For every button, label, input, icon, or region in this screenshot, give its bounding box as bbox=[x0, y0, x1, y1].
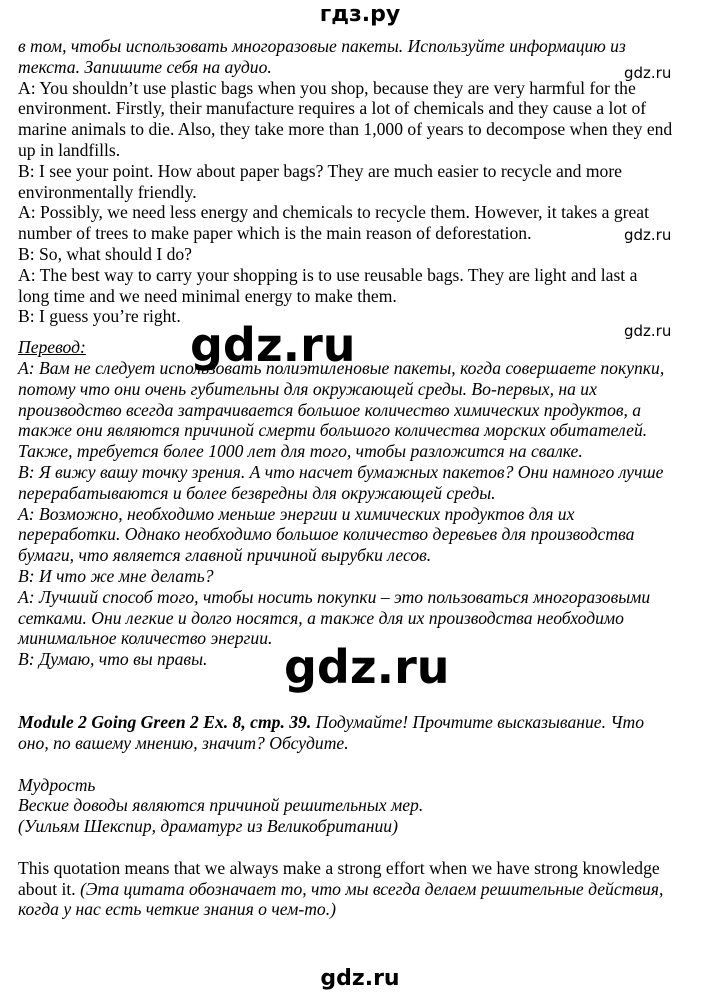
quote-title: Мудрость bbox=[18, 774, 96, 795]
dialogue-en-line: B: I guess you’re right. bbox=[18, 306, 181, 327]
dialogue-en-line: up in landfills. bbox=[18, 139, 121, 160]
dialogue-en-line: B: I see your point. How about paper bags? They are much easier to recycle and more bbox=[18, 160, 622, 181]
answer-line bbox=[18, 879, 714, 900]
dialogue-ru-line: А: Возможно, необходимо меньше энергии и химических продуктов для их bbox=[18, 503, 575, 524]
dialogue-ru-line: переработки. Однако необходимо большое количество деревьев для производства bbox=[18, 524, 635, 545]
quote-text: Веские доводы являются причиной решительных мер. bbox=[18, 795, 424, 816]
watermark-small: gdz.ru bbox=[624, 322, 672, 340]
dialogue-ru-line: А: Лучший способ того, чтобы носить покупки – это пользоваться многоразовыми bbox=[18, 586, 651, 607]
document-body bbox=[18, 36, 714, 920]
dialogue-ru-line: также они являются причиной смерти большого количества морских обитателей. bbox=[18, 420, 648, 441]
dialogue-en-line: B: So, what should I do? bbox=[18, 243, 192, 264]
dialogue-ru-line: производство всегда затрачивается большое количество химических продуктов, а bbox=[18, 399, 642, 420]
translation-heading: Перевод: bbox=[18, 337, 86, 358]
answer-ru: (Эта цитата обозначает то, что мы всегда делаем решительные действия, bbox=[80, 878, 664, 899]
dialogue-en-line: A: The best way to carry your shopping is to use reusable bags. They are light and last a bbox=[18, 264, 638, 285]
dialogue-ru-line: потому что они очень губительны для окружающей среды. Во-первых, на их bbox=[18, 378, 597, 399]
dialogue-ru-line: В: И что же мне делать? bbox=[18, 565, 214, 586]
dialogue-ru-line: А: Вам не следует использовать полиэтиленовые пакеты, когда совершаете покупки, bbox=[18, 357, 665, 378]
site-header: гдз.ру bbox=[319, 2, 401, 27]
watermark-large: gdz.ru bbox=[190, 318, 356, 372]
answer-ru-line: когда у нас есть четкие знания о чем-то.) bbox=[18, 899, 336, 920]
dialogue-ru-line: перерабатываются и более безвредны для окружающей среды. bbox=[18, 482, 496, 503]
dialogue-ru-line: сетками. Они легкие и долго носятся, а также для их производства необходимо bbox=[18, 607, 624, 628]
task-intro-line: в том, чтобы использовать многоразовые пакеты. Используйте информацию из bbox=[18, 36, 626, 56]
dialogue-ru-line: В: Думаю, что вы правы. bbox=[18, 649, 208, 670]
site-footer: gdz.ru bbox=[320, 966, 400, 991]
exercise-task: Подумайте! Прочтите высказывание. Что bbox=[311, 711, 645, 732]
dialogue-en-line: environmentally friendly. bbox=[18, 181, 197, 202]
dialogue-en-line: A: Possibly, we need less energy and chemicals to recycle them. However, it takes a great bbox=[18, 202, 649, 223]
dialogue-ru-line: В: Я вижу вашу точку зрения. А что насчет бумажных пакетов? Они намного лучше bbox=[18, 461, 664, 482]
dialogue-ru-line: минимальное количество энергии. bbox=[18, 628, 273, 649]
answer-en: about it. bbox=[18, 878, 81, 899]
dialogue-en-line: marine animals to die. Also, they take more than 1,000 of years to decompose when they end bbox=[18, 119, 673, 140]
watermark-small: gdz.ru bbox=[624, 226, 672, 244]
exercise-ref: Module 2 Going Green 2 Ex. 8, стр. 39. bbox=[18, 711, 312, 732]
dialogue-en-line: long time and we need minimal energy to make them. bbox=[18, 285, 397, 306]
task-intro-line: текста. Запишите себя на аудио. bbox=[18, 56, 272, 77]
quote-author: (Уильям Шекспир, драматург из Великобритании) bbox=[18, 816, 398, 837]
dialogue-en-line: number of trees to make paper which is the main reason of deforestation. bbox=[18, 223, 532, 244]
exercise-task-line: оно, по вашему мнению, значит? Обсудите. bbox=[18, 732, 349, 753]
dialogue-en-line: environment. Firstly, their manufacture requires a lot of chemicals and they cause a lot of bbox=[18, 98, 647, 119]
watermark-small: gdz.ru bbox=[624, 64, 672, 82]
exercise-title bbox=[18, 712, 714, 733]
dialogue-ru-line: бумаги, что является главной причиной вырубки лесов. bbox=[18, 545, 432, 566]
answer-line: This quotation means that we always make a strong effort when we have strong knowledge bbox=[18, 857, 660, 878]
dialogue-ru-line: Также, требуется более 1000 лет для того, чтобы разложится на свалке. bbox=[18, 441, 583, 462]
dialogue-en-line: A: You shouldn’t use plastic bags when you shop, because they are very harmful for the bbox=[18, 77, 636, 98]
watermark-large: gdz.ru bbox=[284, 640, 450, 694]
